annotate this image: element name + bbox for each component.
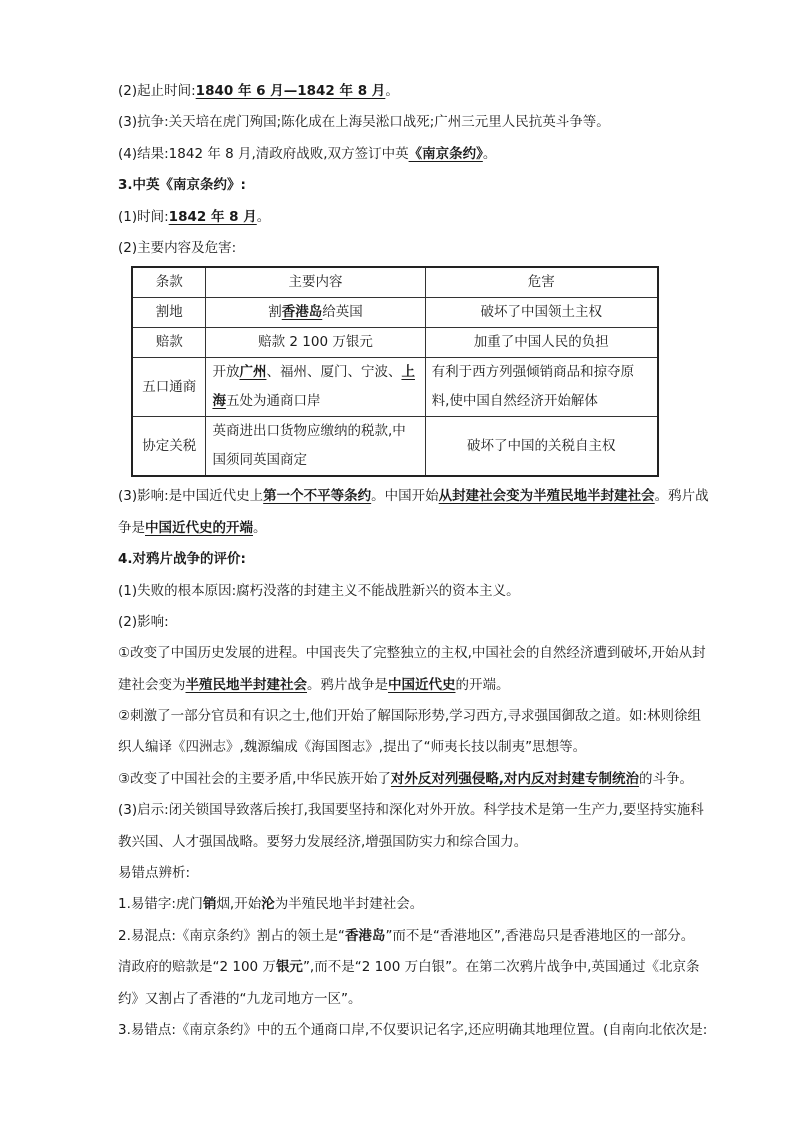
table-header-row	[132, 267, 658, 298]
punct: 。	[482, 145, 497, 162]
text: 的斗争。	[639, 770, 694, 787]
key-term: 1840 年 6 月—1842 年 8 月	[195, 83, 386, 99]
key-char: 沦	[261, 896, 275, 913]
table-header: 危害	[425, 267, 658, 298]
text: 为半殖民地半封建社会。	[274, 896, 424, 913]
lesson-line1: (3)启示:闭关锁国导致落后挨打,我国要坚持和深化对外开放。科学技术是第一生产力,要坚持实施科	[118, 802, 704, 819]
table-cell-harm: 加重了中国人民的负担	[425, 328, 658, 358]
mistake-2-line1	[118, 921, 718, 952]
key-term: 广州	[239, 364, 267, 381]
table-header: 条款	[132, 267, 206, 298]
text: 烟,开始	[216, 896, 262, 913]
key-term: 银元	[275, 959, 303, 976]
punct: 。	[256, 208, 271, 225]
text: 。鸦片战争是	[307, 676, 388, 693]
influence-1-line1: ①改变了中国历史发展的进程。中国丧失了完整独立的主权,中国社会的自然经济遭到破坏,开始从封	[118, 645, 706, 662]
treaty-content-title: (2)主要内容及危害:	[118, 239, 237, 256]
table-cell-harm: 破坏了中国领土主权	[425, 298, 658, 328]
key-term: 第一个不平等条约	[263, 488, 372, 505]
table-cell-content	[206, 417, 425, 477]
failure-cause: (1)失败的根本原因:腐朽没落的封建主义不能战胜新兴的资本主义。	[118, 582, 520, 599]
table-cell-term: 赔款	[132, 328, 206, 358]
text: ”而不是“香港地区”,香港岛只是香港地区的一部分。	[385, 927, 695, 944]
table-header: 主要内容	[206, 267, 425, 298]
table-row	[132, 328, 658, 358]
text: 的开端。	[455, 676, 510, 693]
treaty-impact-line1	[118, 481, 718, 512]
key-term: 从封建社会变为半殖民地半封建社会	[438, 488, 655, 505]
key-term: 中国近代史	[388, 676, 456, 693]
influence-2-line2: 织人编译《四洲志》,魏源编成《海国图志》,提出了“师夷长技以制夷”思想等。	[118, 739, 587, 756]
text: (3)影响:是中国近代史上	[118, 488, 264, 505]
section-heading-evaluation: 4.对鸦片战争的评价:	[118, 551, 246, 568]
text: 1.易错字:虎门	[118, 896, 203, 913]
key-term: 中国近代史的开端	[145, 519, 253, 536]
cell-line: 有利于西方列强倾销商品和掠夺原	[431, 364, 635, 381]
influence-title: (2)影响:	[118, 613, 169, 630]
table-cell-term: 协定关税	[132, 417, 206, 477]
text: ③改变了中国社会的主要矛盾,中华民族开始了	[118, 770, 391, 787]
table-cell-harm: 破坏了中国的关税自主权	[425, 417, 658, 477]
text: 开放	[212, 364, 240, 381]
table-cell-content: 赔款 2 100 万银元	[206, 328, 425, 358]
punct: 。	[385, 83, 399, 99]
mistake-3: 3.易错点:《南京条约》中的五个通商口岸,不仅要识记名字,还应明确其地理位置。(自南向北依次是:	[118, 1021, 708, 1038]
key-term: 1842 年 8 月	[168, 208, 257, 225]
influence-3	[118, 764, 718, 795]
war-result	[118, 139, 718, 170]
influence-1-line2	[118, 670, 718, 701]
treaty-table-wrapper	[118, 266, 718, 477]
label: (4)结果:1842 年 8 月,清政府战败,双方签订中英	[118, 145, 409, 162]
text: 2.易混点:《南京条约》割占的领土是“	[118, 927, 345, 944]
table-cell-content	[206, 358, 425, 417]
text: 争是	[118, 519, 145, 536]
label: (1)时间:	[118, 208, 169, 225]
war-duration	[118, 76, 718, 107]
text: 割	[268, 304, 282, 321]
mistake-2-line3: 约》又割占了香港的“九龙司地方一区”。	[118, 990, 362, 1007]
treaty-impact-line2	[118, 513, 718, 544]
text: 建社会变为	[118, 676, 186, 693]
war-resistance: (3)抗争:关天培在虎门殉国;陈化成在上海吴淞口战死;广州三元里人民抗英斗争等。	[118, 114, 610, 131]
table-row	[132, 298, 658, 328]
key-char: 销	[202, 896, 217, 913]
punct: 。	[253, 519, 267, 536]
text: 清政府的赔款是“2 100 万	[118, 959, 276, 976]
influence-2-line1: ②刺激了一部分官员和有识之士,他们开始了解国际形势,学习西方,寻求强国御敌之道。如:林则徐组	[118, 708, 702, 725]
key-term: 海	[212, 393, 226, 410]
mistakes-title: 易错点辨析:	[118, 865, 191, 882]
label: (2)起止时间:	[118, 83, 196, 99]
table-row	[132, 417, 658, 477]
lesson-line2: 教兴国、人才强国战略。要努力发展经济,增强国防实力和综合国力。	[118, 833, 528, 850]
text: 。鸦片战	[654, 488, 709, 505]
mistake-2-line2	[118, 952, 718, 983]
cell-line: 英商进出口货物应缴纳的税款,中	[212, 423, 406, 440]
text: ”,而不是“2 100 万白银”。在第二次鸦片战争中,英国通过《北京条	[302, 959, 700, 976]
mistake-1	[118, 889, 718, 920]
key-term: 对外反对列强侵略,对内反对封建专制统治	[390, 770, 640, 787]
text: 。中国开始	[371, 488, 439, 505]
cell-line	[212, 387, 418, 416]
table-cell-term: 五口通商	[132, 358, 206, 417]
table-cell-harm	[425, 358, 658, 417]
cell-line: 国须同英国商定	[212, 452, 307, 469]
key-term: 《南京条约》	[408, 145, 483, 162]
treaty-table	[131, 266, 659, 477]
key-term: 香港岛	[344, 927, 386, 944]
cell-line: 料,使中国自然经济开始解体	[431, 393, 598, 410]
text: 、福州、厦门、宁波、	[266, 364, 402, 381]
text: 五处为通商口岸	[225, 393, 321, 410]
text: 给英国	[322, 304, 363, 321]
cell-line	[212, 358, 418, 387]
document-body	[118, 76, 718, 1046]
key-term: 半殖民地半封建社会	[185, 676, 307, 693]
key-term: 香港岛	[281, 304, 323, 321]
treaty-time	[118, 202, 718, 233]
table-row	[132, 358, 658, 417]
table-cell-content	[206, 298, 425, 328]
key-term: 上	[401, 364, 415, 381]
table-cell-term: 割地	[132, 298, 206, 328]
section-heading-treaty: 3.中英《南京条约》:	[118, 177, 246, 194]
